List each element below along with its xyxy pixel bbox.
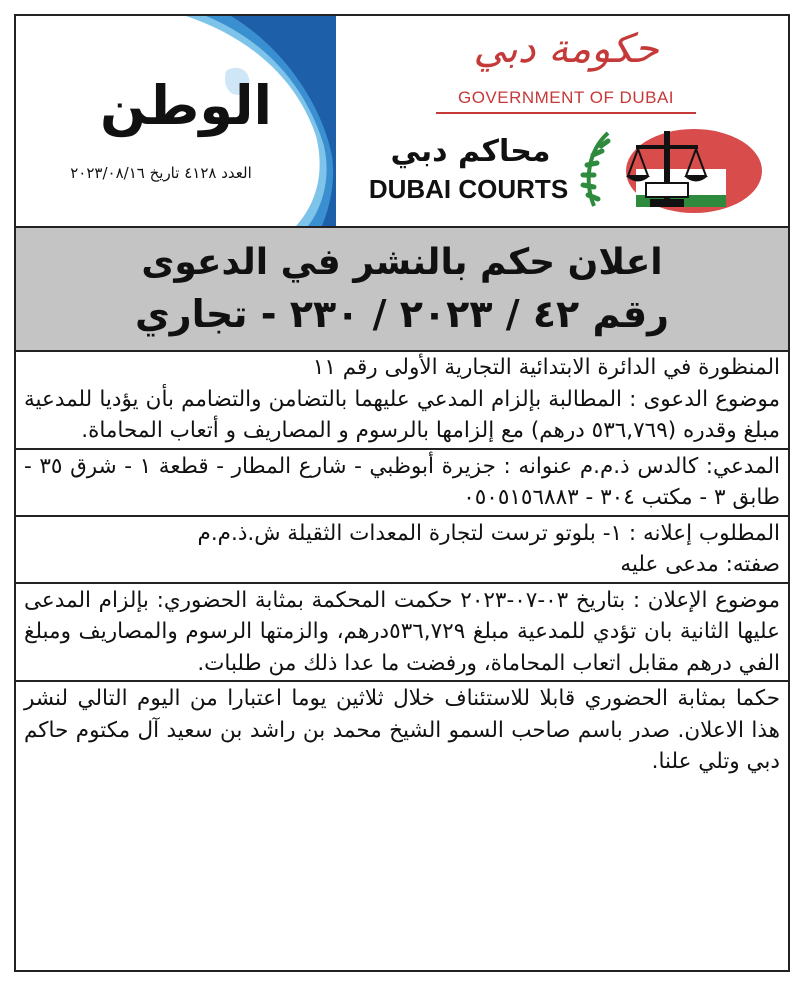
circuit-paragraph: المنظورة في الدائرة الابتدائية التجارية الأولى رقم ١١ bbox=[312, 355, 780, 380]
case-number: رقم ٤٢ / ٢٠٢٣ / ٢٣٠ - تجاري bbox=[134, 292, 670, 336]
appeal-paragraph: حكما بمثابة الحضوري قابلا للاستئناف خلال ثلاثين يوما اعتبارا من اليوم التالي لنشر هذا الاعلان. صدر باسم صاحب السمو الشيخ محمد بن راشد بن سعيد آل مكتوم حاكم دبي وتلي علنا. bbox=[24, 686, 780, 774]
capacity-paragraph: صفته: مدعى عليه bbox=[620, 552, 780, 577]
issue-date-line: العدد ٤١٢٨ تاريخ ٢٠٢٣/٠٨/١٦ bbox=[70, 164, 252, 182]
section-divider bbox=[16, 680, 788, 682]
newspaper-name: الوطن bbox=[99, 74, 273, 137]
section-divider bbox=[16, 582, 788, 584]
section-divider bbox=[16, 448, 788, 450]
announcement-title-band bbox=[16, 226, 788, 352]
scales-of-justice-icon bbox=[576, 121, 766, 221]
announcement-frame bbox=[14, 14, 790, 972]
defendant-paragraph: المطلوب إعلانه : ١- بلوتو ترست لتجارة المعدات الثقيلة ش.ذ.م.م bbox=[197, 520, 780, 546]
courts-name-arabic: محاكم دبي bbox=[390, 134, 551, 169]
government-name-english: GOVERNMENT OF DUBAI bbox=[457, 88, 675, 107]
ruling-paragraph: موضوع الإعلان : بتاريخ ٠٣-٠٧-٢٠٢٣ حكمت المحكمة بمثابة الحضوري: بإلزام المدعى عليها الثانية بان تؤدي للمدعية مبلغ ٥٣٦,٧٢٩درهم، والزمتها الرسوم والمصاريف ومبلغ الفي درهم مقابل اتعاب المحاماة، ورفضت ما عدا ذلك من طلبات. bbox=[24, 587, 780, 676]
courts-name-english: DUBAI COURTS bbox=[368, 174, 569, 204]
government-divider bbox=[436, 112, 696, 114]
plaintiff-paragraph: المدعي: كالدس ذ.م.م عنوانه : جزيرة أبوظبي - شارع المطار - قطعة ١ - شرق ٣٥ - طابق ٣ - مكتب ٣٠٤ - ٠٥٠٥١٥٦٨٨٣ bbox=[24, 453, 781, 510]
header bbox=[16, 16, 788, 226]
section-divider bbox=[16, 515, 788, 517]
government-name-arabic: حكومة دبي bbox=[473, 26, 659, 72]
subject-paragraph: موضوع الدعوى : المطالبة بإلزام المدعي عليهما بالتضامن والتضامم بأن يؤديا للمدعية مبلغ وقدره (٥٣٦,٧٦٩ درهم) مع إلزامها بالرسوم و المصاريف و أتعاب المحاماة. bbox=[24, 386, 780, 443]
announcement-title: اعلان حكم بالنشر في الدعوى bbox=[141, 242, 663, 283]
announcement-body bbox=[24, 352, 780, 778]
